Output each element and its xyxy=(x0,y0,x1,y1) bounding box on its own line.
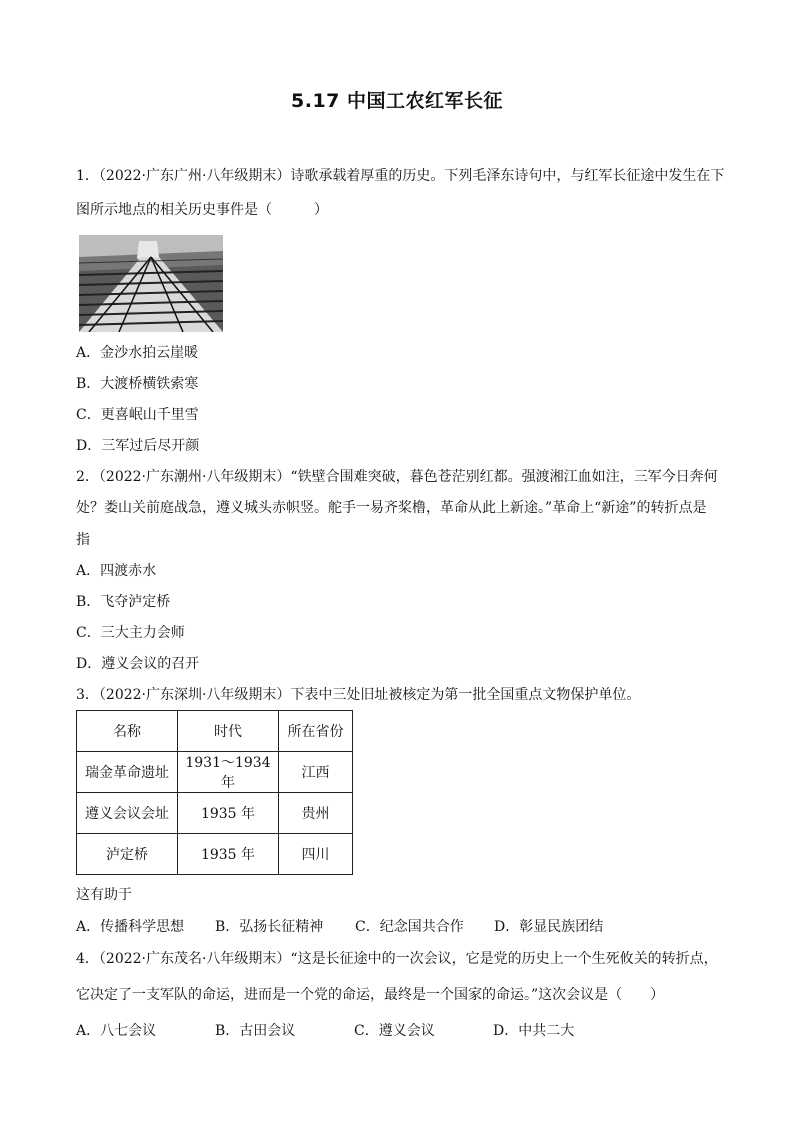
table-header-cell: 时代 xyxy=(178,711,279,752)
table-cell: 泸定桥 xyxy=(77,834,178,875)
question-2-line-3: 指 xyxy=(76,532,90,548)
question-1-option-b: B．大渡桥横铁索寒 xyxy=(76,376,199,392)
question-2-option-d: D．遵义会议的召开 xyxy=(76,656,200,672)
question-1-line-1: 1．（2022·广东广州·八年级期末）诗歌承载着厚重的历史。下列毛泽东诗句中，与红军长征途中发生在下 xyxy=(76,168,725,184)
question-3-option-a: A．传播科学思想 xyxy=(76,919,185,935)
table-cell: 瑞金革命遗址 xyxy=(77,752,178,793)
question-3-option-d: D．彰显民族团结 xyxy=(494,919,604,935)
page-title: 5.17 中国工农红军长征 xyxy=(291,90,503,112)
table-row xyxy=(77,793,353,834)
question-2-option-a: A．四渡赤水 xyxy=(76,563,157,579)
table-cell: 1935 年 xyxy=(178,793,279,834)
question-4-option-b: B．古田会议 xyxy=(215,1023,296,1039)
question-4-option-c: C．遵义会议 xyxy=(354,1023,435,1039)
table-cell: 贵州 xyxy=(279,793,353,834)
question-4-option-a: A．八七会议 xyxy=(76,1023,157,1039)
chain-bridge-photo xyxy=(79,235,223,332)
table-cell: 四川 xyxy=(279,834,353,875)
table-header-cell: 名称 xyxy=(77,711,178,752)
question-1-option-c: C．更喜岷山千里雪 xyxy=(76,407,199,423)
question-1-line-2: 图所示地点的相关历史事件是（ ） xyxy=(76,202,328,218)
table-cell: 江西 xyxy=(279,752,353,793)
question-3-after-table: 这有助于 xyxy=(76,887,132,903)
question-2-line-1: 2．（2022·广东潮州·八年级期末）“铁壁合围难突破，暮色苍茫别红都。强渡湘江血如注，三军今日奔何 xyxy=(76,469,718,485)
question-3-option-b: B．弘扬长征精神 xyxy=(215,919,324,935)
table-row xyxy=(77,752,353,793)
question-3-options xyxy=(76,917,726,937)
table-cell: 遵义会议会址 xyxy=(77,793,178,834)
question-4-option-d: D．中共二大 xyxy=(493,1023,575,1039)
table-cell: 1935 年 xyxy=(178,834,279,875)
question-4-line-1: 4．（2022·广东茂名·八年级期末）“这是长征途中的一次会议，它是党的历史上一个生死攸关的转折点， xyxy=(76,951,718,967)
question-1-option-a: A．金沙水拍云崖暖 xyxy=(76,345,199,361)
table-header-row xyxy=(77,711,353,752)
relics-table xyxy=(76,710,353,875)
table-cell: 1931～1934 年 xyxy=(178,752,279,793)
question-3-option-c: C．纪念国共合作 xyxy=(355,919,464,935)
table-row xyxy=(77,834,353,875)
table-header-cell: 所在省份 xyxy=(279,711,353,752)
question-2-option-b: B．飞夺泸定桥 xyxy=(76,594,171,610)
question-4-line-2: 它决定了一支军队的命运，进而是一个党的命运，最终是一个国家的命运。”这次会议是（ ） xyxy=(76,987,665,1003)
question-3-line-1: 3．（2022·广东深圳·八年级期末）下表中三处旧址被核定为第一批全国重点文物保护单位。 xyxy=(76,687,641,703)
question-2-line-2: 处？娄山关前庭战急，遵义城头赤帜竖。舵手一易齐桨橹，革命从此上新途。”革命上“新途”的转折点是 xyxy=(76,500,707,516)
question-1-option-d: D．三军过后尽开颜 xyxy=(76,438,200,454)
question-4-options xyxy=(76,1021,726,1041)
question-2-option-c: C．三大主力会师 xyxy=(76,625,185,641)
